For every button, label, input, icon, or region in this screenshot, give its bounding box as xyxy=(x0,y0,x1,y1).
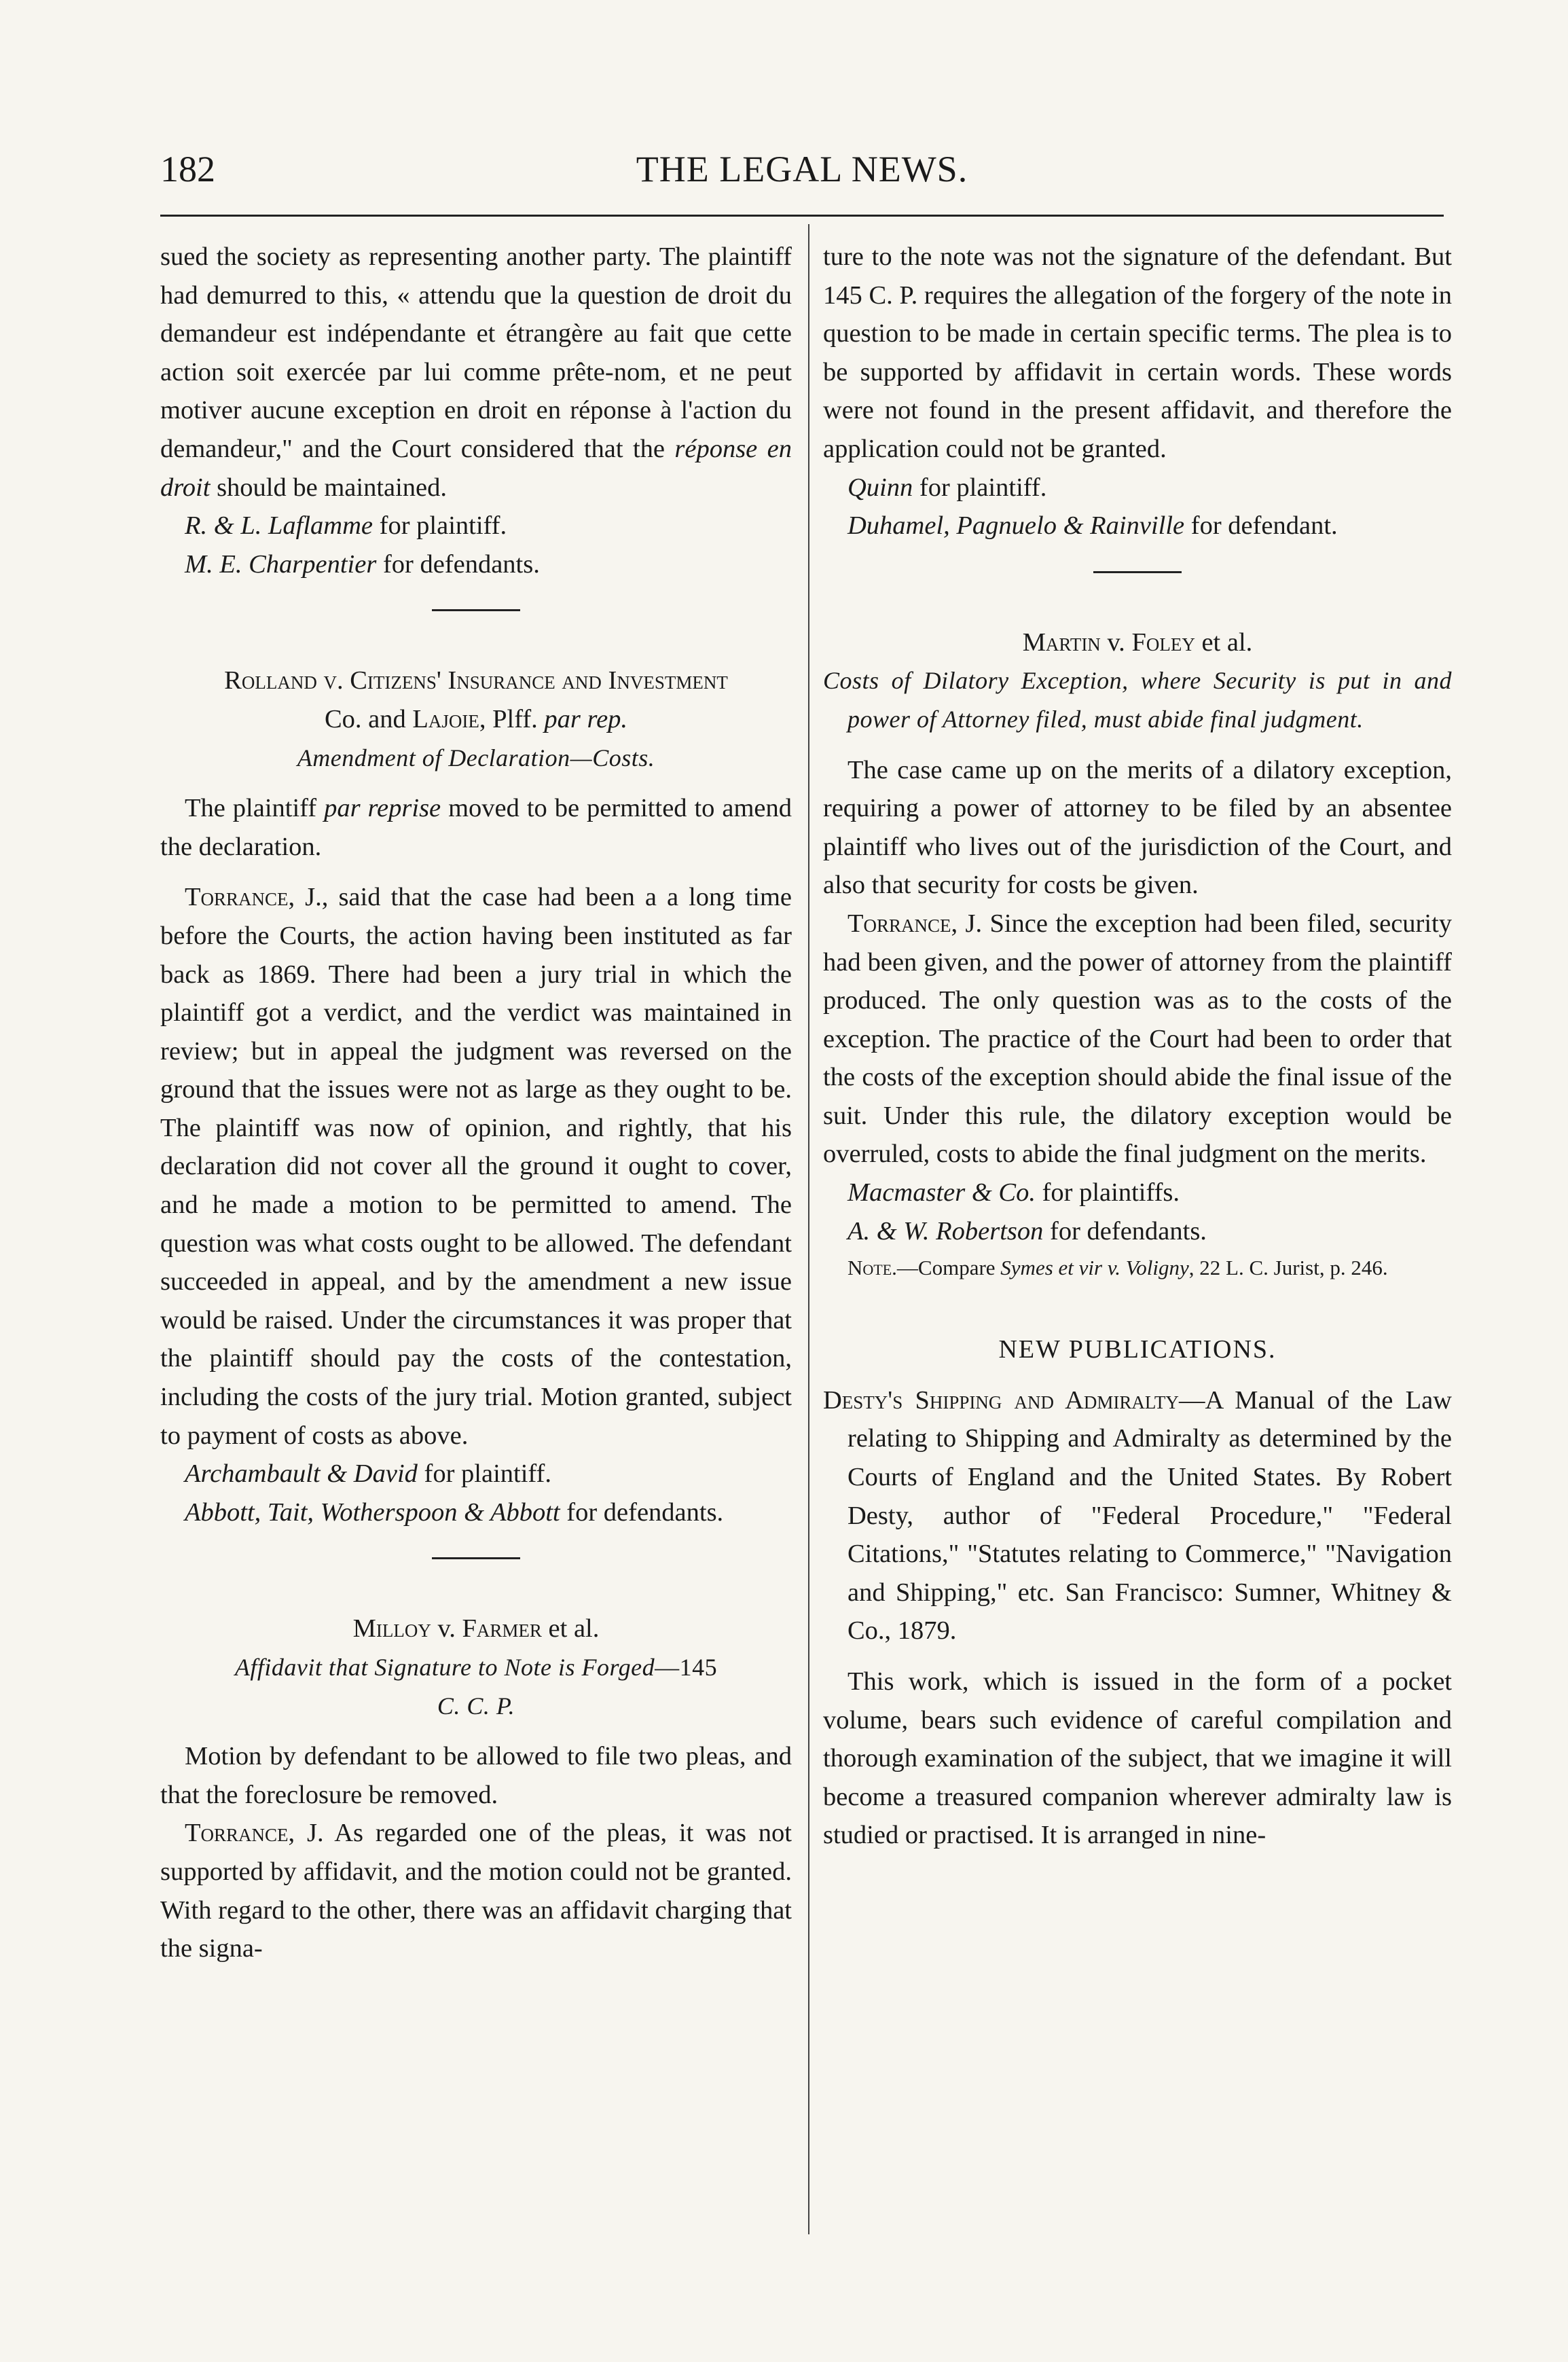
paragraph: sued the society as representing another party. The plaintiff had demurred to this, « attendu que la question de droit du demandeur est indépendante et étrangère au fait que cette action soit exercée par lui comme prête-nom, et ne peut motiver aucune exception en droit en réponse à l'action du demandeur," and the Court considered that the réponse en droit should be maintained. xyxy=(160,242,792,502)
paragraph: Torrance, J. Since the exception had been filed, security had been given, and the power of attorney from the plaintiff produced. The only question was as to the costs of the exception. The practice of the Court had been to order that the costs of the exception should abide the final issue of the suit. Under this rule, the dilatory exception would be overruled, costs to abide the final judgment on the merits. xyxy=(823,909,1453,1169)
case-title: Martin v. Foley et al. xyxy=(1022,628,1253,657)
paragraph: ture to the note was not the signature of the defendant. But 145 C. P. requires the allegation of the forgery of the note in question to be made in certain specific terms. The plea is to be supported by affidavit in certain words. These words were not found in the present affidavit, and therefore the application could not be granted. xyxy=(823,242,1452,463)
counsel-line: A. & W. Robertson for defendants. xyxy=(847,1216,1207,1246)
counsel-line: R. & L. Laflamme for plaintiff. xyxy=(185,511,507,541)
right-column xyxy=(823,238,1452,1855)
paragraph: Torrance, J. As regarded one of the pleas, it was not supported by affidavit, and the motion could not be granted. With regard to the other, there was an affidavit charging that the signa- xyxy=(160,1819,792,1963)
case-caption: C. C. P. xyxy=(437,1692,515,1720)
paragraph: The case came up on the merits of a dilatory exception, requiring a power of attorney to be filed by an absentee plaintiff who lives out of the jurisdiction of the Court, and also that security for costs be given. xyxy=(823,755,1452,900)
case-title: Co. and Lajoie, Plff. par rep. xyxy=(324,704,628,733)
case-title: Milloy v. Farmer et al. xyxy=(352,1614,600,1643)
case-caption: Affidavit that Signature to Note is Forged—145 xyxy=(234,1654,718,1681)
left-column xyxy=(160,238,792,1968)
column-divider xyxy=(808,224,809,2234)
counsel-line: Macmaster & Co. for plaintiffs. xyxy=(847,1178,1180,1207)
paragraph: Motion by defendant to be allowed to file two pleas, and that the foreclosure be removed. xyxy=(160,1742,792,1809)
page-header xyxy=(160,148,1444,196)
paragraph: This work, which is issued in the form of a pocket volume, bears such evidence of careful compilation and thorough examination of the subject, that we imagine it will become a treasured companion wherever admiralty law is studied or practised. It is arranged in nine- xyxy=(823,1667,1452,1850)
paragraph: Torrance, J., said that the case had been a a long time before the Courts, the action having been instituted as far back as 1869. There had been a jury trial in which the plaintiff got a verdict, and the verdict was maintained in review; but in appeal the judgment was reversed on the ground that the issues were not as large as they ought to be. The plaintiff was now of opinion, and rightly, that his declaration did not cover all the ground it ought to cover, and he made a motion to be permitted to amend. The question was what costs ought to be allowed. The defendant succeeded in appeal, and by the amendment a new issue would be raised. Under the circumstances it was proper that the plaintiff should pay the costs of the contestation, including the costs of the jury trial. Motion granted, subject to payment of costs as above. xyxy=(160,883,792,1450)
case-caption: Costs of Dilatory Exception, where Security is put in and power of Attorney filed, must abide final judgment. xyxy=(823,667,1452,733)
book-entry: Desty's Shipping and Admiralty—A Manual of the Law relating to Shipping and Admiralty as determined by the Courts of England and the United States. By Robert Desty, author of "Federal Procedure," "Federal Citations," "Statutes relating to Commerce," "Navigation and Shipping," etc. San Francisco: Sumner, Whitney & Co., 1879. xyxy=(823,1385,1452,1646)
counsel-line: Quinn for plaintiff. xyxy=(847,473,1047,502)
counsel-line: M. E. Charpentier for defendants. xyxy=(185,549,540,579)
case-title: Rolland v. Citizens' Insurance and Investment xyxy=(224,666,728,695)
counsel-line: Duhamel, Pagnuelo & Rainville for defendant. xyxy=(847,511,1338,541)
header-rule xyxy=(160,215,1444,217)
section-heading: NEW PUBLICATIONS. xyxy=(998,1335,1277,1364)
case-caption: Amendment of Declaration—Costs. xyxy=(297,744,655,771)
page-number: 182 xyxy=(160,149,215,189)
counsel-line: Archambault & David for plaintiff. xyxy=(185,1459,551,1489)
paragraph: The plaintiff par reprise moved to be permitted to amend the declaration. xyxy=(160,794,792,861)
counsel-line: Abbott, Tait, Wotherspoon & Abbott for defendants. xyxy=(185,1497,724,1527)
publication-title: THE LEGAL NEWS. xyxy=(636,149,968,189)
footnote: Note.—Compare Symes et vir v. Voligny, 22 L. C. Jurist, p. 246. xyxy=(847,1256,1388,1280)
